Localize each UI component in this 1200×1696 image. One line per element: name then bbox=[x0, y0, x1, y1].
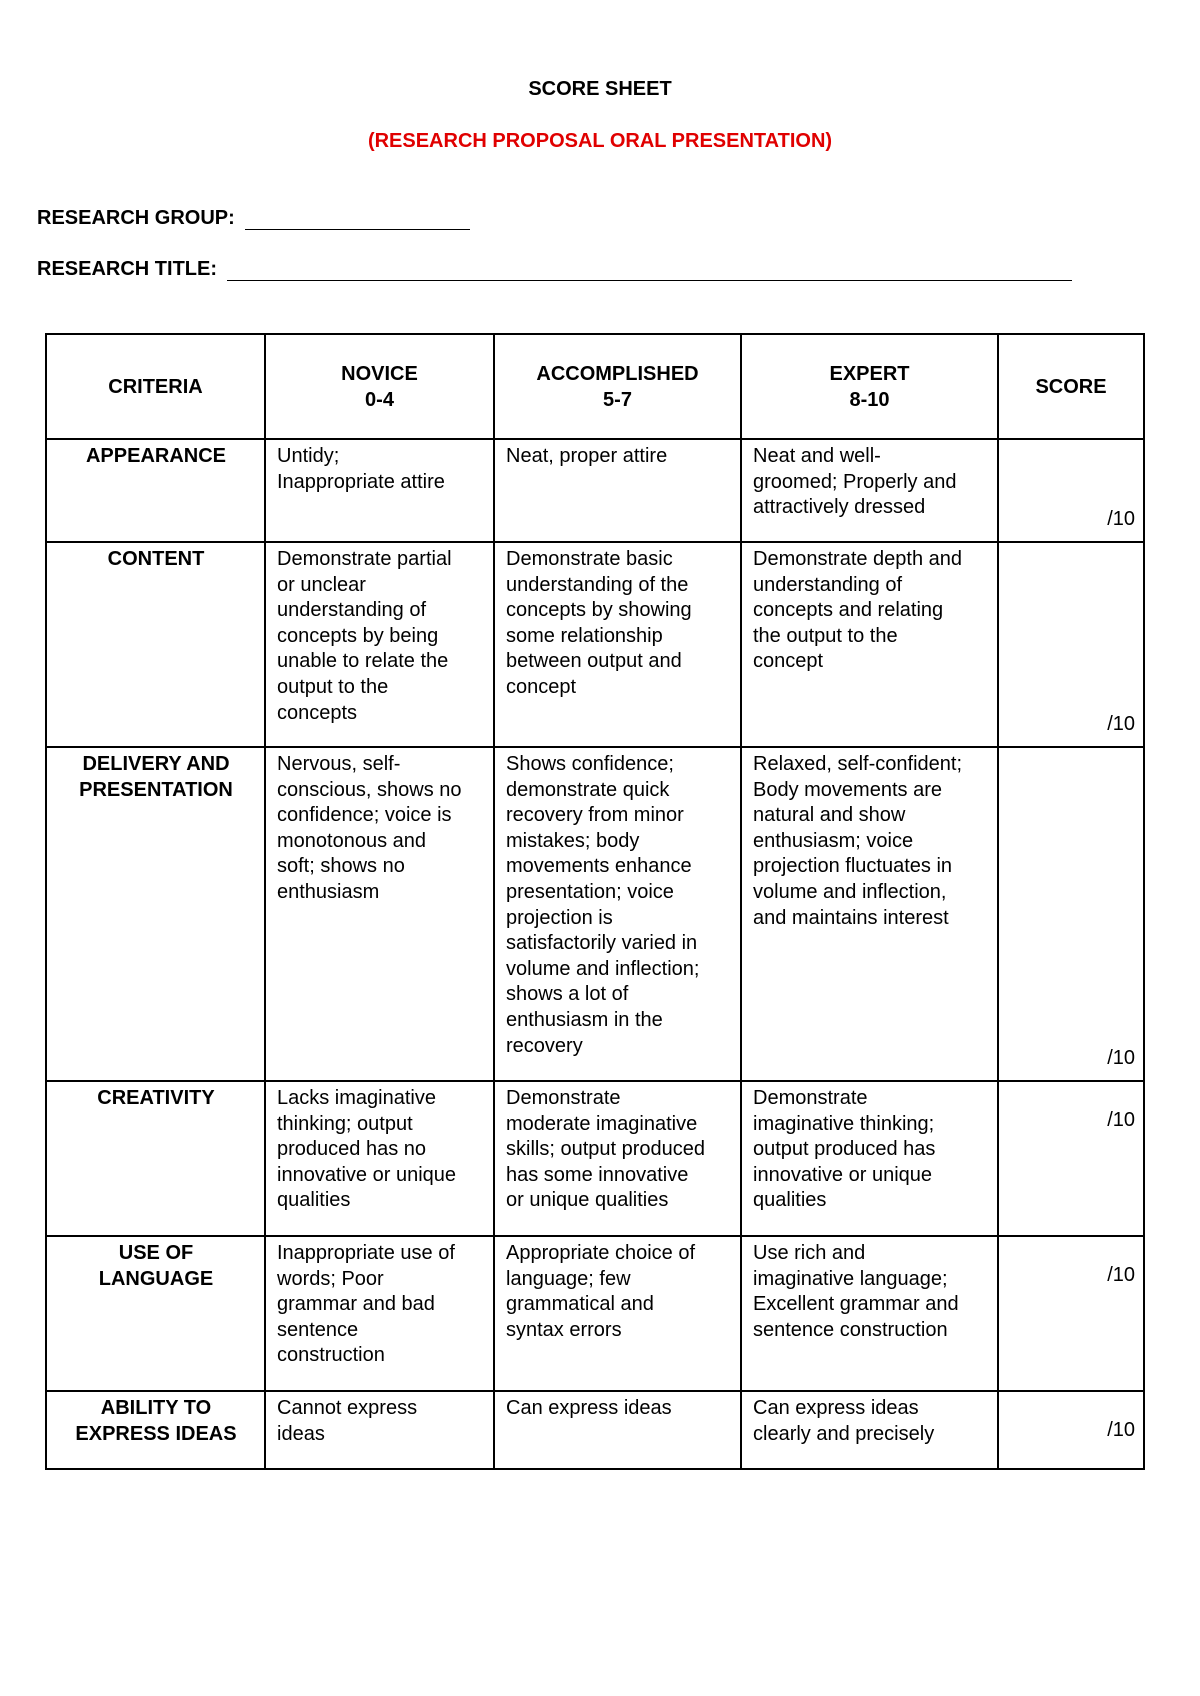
expert-cell: Use rich and imaginative language; Excellent grammar and sentence construction bbox=[741, 1236, 998, 1391]
header-expert-range: 8-10 bbox=[849, 388, 890, 411]
accomplished-cell: Demonstrate basic understanding of the concepts by showing some relationship between output and concept bbox=[494, 542, 741, 747]
research-group-blank[interactable] bbox=[245, 209, 470, 230]
score-cell[interactable]: /10 bbox=[998, 1391, 1144, 1469]
criteria-cell: CONTENT bbox=[46, 542, 265, 747]
header-accomplished-label: ACCOMPLISHED bbox=[536, 362, 699, 385]
score-cell[interactable]: /10 bbox=[998, 1081, 1144, 1236]
expert-cell: Relaxed, self-confident; Body movements are natural and show enthusiasm; voice projection fluctuates in volume and inflection, and maintains interest bbox=[741, 747, 998, 1081]
expert-cell: Can express ideas clearly and precisely bbox=[741, 1391, 998, 1469]
header-accomplished-range: 5-7 bbox=[603, 388, 632, 411]
expert-cell: Neat and well- groomed; Properly and attractively dressed bbox=[741, 439, 998, 542]
criteria-cell: DELIVERY AND PRESENTATION bbox=[46, 747, 265, 1081]
score-cell[interactable]: /10 bbox=[998, 542, 1144, 747]
rubric-body bbox=[46, 439, 1144, 1469]
table-row bbox=[46, 747, 1144, 1081]
header-expert bbox=[741, 334, 998, 439]
criteria-cell: CREATIVITY bbox=[46, 1081, 265, 1236]
novice-cell: Inappropriate use of words; Poor grammar and bad sentence construction bbox=[265, 1236, 494, 1391]
accomplished-cell: Can express ideas bbox=[494, 1391, 741, 1469]
table-row bbox=[46, 1236, 1144, 1391]
accomplished-cell: Demonstrate moderate imaginative skills; output produced has some innovative or unique qualities bbox=[494, 1081, 741, 1236]
header-criteria: CRITERIA bbox=[46, 334, 265, 439]
header-novice-label: NOVICE bbox=[341, 362, 418, 385]
table-row bbox=[46, 1081, 1144, 1236]
research-group-label: RESEARCH GROUP: bbox=[37, 207, 235, 229]
table-header-row bbox=[46, 334, 1144, 439]
criteria-cell: APPEARANCE bbox=[46, 439, 265, 542]
table-row bbox=[46, 542, 1144, 747]
expert-cell: Demonstrate depth and understanding of concepts and relating the output to the concept bbox=[741, 542, 998, 747]
research-title-blank[interactable] bbox=[227, 260, 1072, 281]
header-accomplished bbox=[494, 334, 741, 439]
rubric-table bbox=[45, 333, 1145, 1470]
score-cell[interactable]: /10 bbox=[998, 747, 1144, 1081]
criteria-cell: ABILITY TO EXPRESS IDEAS bbox=[46, 1391, 265, 1469]
novice-cell: Demonstrate partial or unclear understanding of concepts by being unable to relate the output to the concepts bbox=[265, 542, 494, 747]
accomplished-cell: Neat, proper attire bbox=[494, 439, 741, 542]
research-title-label: RESEARCH TITLE: bbox=[37, 258, 217, 280]
header-novice-range: 0-4 bbox=[365, 388, 394, 411]
criteria-cell: USE OF LANGUAGE bbox=[46, 1236, 265, 1391]
novice-cell: Cannot express ideas bbox=[265, 1391, 494, 1469]
research-title-field bbox=[37, 258, 1072, 281]
accomplished-cell: Shows confidence; demonstrate quick recovery from minor mistakes; body movements enhance presentation; voice projection is satisfactorily varied in volume and inflection; shows a lot of enthusiasm in the recovery bbox=[494, 747, 741, 1081]
accomplished-cell: Appropriate choice of language; few grammatical and syntax errors bbox=[494, 1236, 741, 1391]
expert-cell: Demonstrate imaginative thinking; output produced has innovative or unique qualities bbox=[741, 1081, 998, 1236]
page-title: SCORE SHEET bbox=[528, 78, 672, 100]
novice-cell: Lacks imaginative thinking; output produced has no innovative or unique qualities bbox=[265, 1081, 494, 1236]
table-row bbox=[46, 1391, 1144, 1469]
novice-cell: Nervous, self- conscious, shows no confidence; voice is monotonous and soft; shows no enthusiasm bbox=[265, 747, 494, 1081]
research-group-field bbox=[37, 207, 470, 230]
score-cell[interactable]: /10 bbox=[998, 439, 1144, 542]
header-score: SCORE bbox=[998, 334, 1144, 439]
table-row bbox=[46, 439, 1144, 542]
novice-cell: Untidy; Inappropriate attire bbox=[265, 439, 494, 542]
header-expert-label: EXPERT bbox=[829, 362, 910, 385]
page-subtitle: (RESEARCH PROPOSAL ORAL PRESENTATION) bbox=[367, 130, 833, 152]
score-cell[interactable]: /10 bbox=[998, 1236, 1144, 1391]
header-novice bbox=[265, 334, 494, 439]
